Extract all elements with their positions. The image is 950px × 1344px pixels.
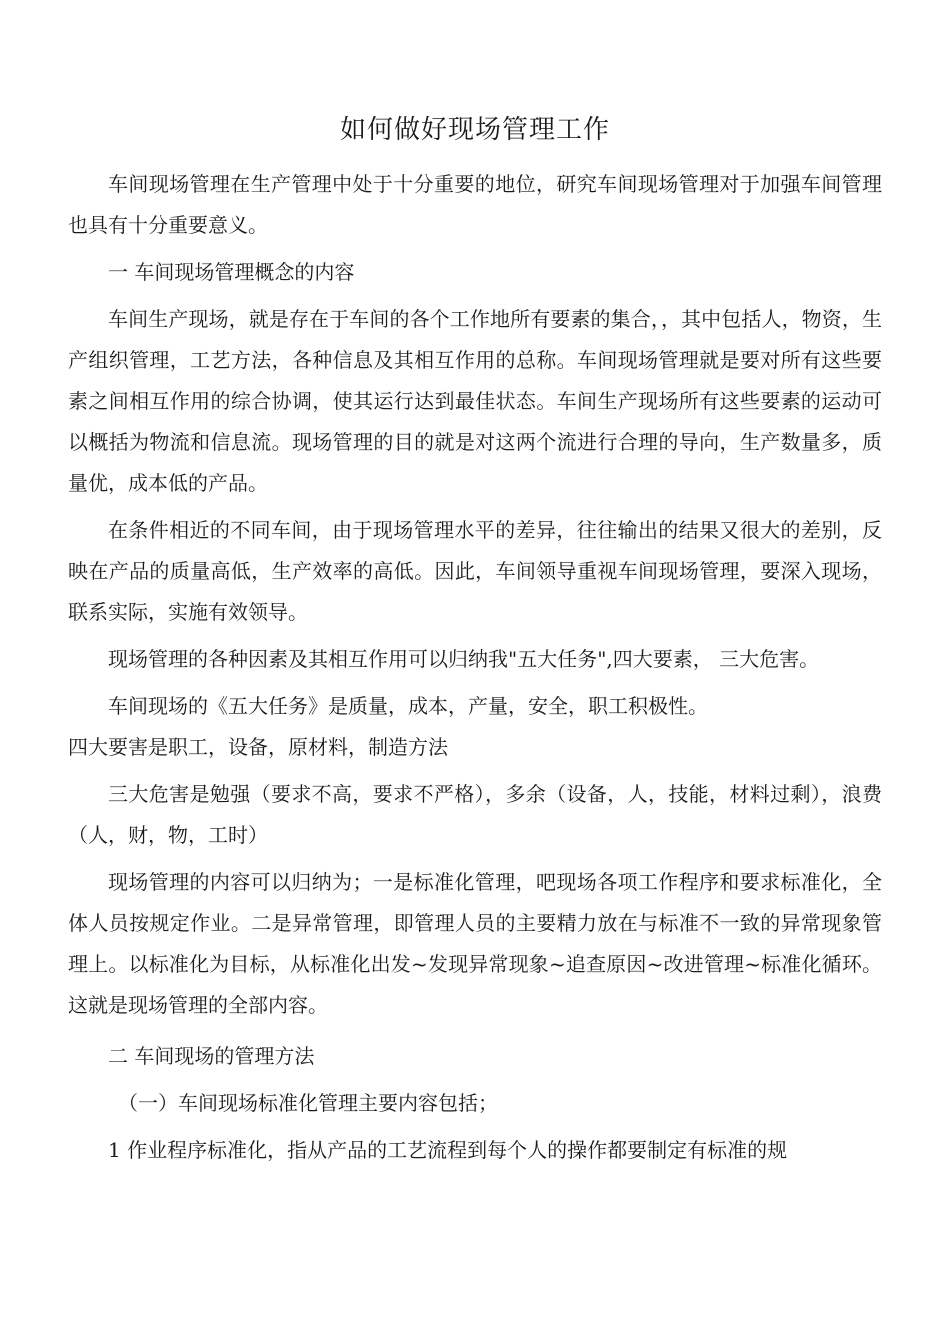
paragraph-content: 现场管理的内容可以归纳为；一是标准化管理，吧现场各项工作程序和要求标准化，全体人员按规定作业。二是异常管理，即管理人员的主要精力放在与标准不一致的异常现象管理上。以标准化为目标，从标准化出发~发现异常现象~追查原因~改进管理~标准化循环。这就是现场管理的全部内容。 <box>68 870 882 1017</box>
paragraph-concept: 车间生产现场，就是存在于车间的各个工作地所有要素的集合，，其中包括人，物资，生产组织管理，工艺方法，各种信息及其相互作用的总称。车间现场管理就是要对所有这些要素之间相互作用的综合协调，使其运行达到最佳状态。车间生产现场所有这些要素的运动可以概括为物流和信息流。现场管理的目的就是对这两个流进行合理的导向，生产数量多，质量优，成本低的产品。 <box>68 307 882 495</box>
section-heading-2: 二 车间现场的管理方法 <box>108 1044 315 1068</box>
document-title: 如何做好现场管理工作 <box>339 115 610 145</box>
paragraph-intro: 车间现场管理在生产管理中处于十分重要的地位，研究车间现场管理对于加强车间管理也具有十分重要意义。 <box>68 172 882 237</box>
paragraph-three-hazards: 三大危害是勉强（要求不高，要求不严格），多余（设备，人，技能，材料过剩），浪费（人，财，物，工时） <box>68 782 882 847</box>
paragraph-factors: 现场管理的各种因素及其相互作用可以归纳我"五大任务",四大要素， 三大危害。 <box>108 647 820 671</box>
paragraph-difference: 在条件相近的不同车间，由于现场管理水平的差异，往往输出的结果又很大的差别，反映在产品的质量高低，生产效率的高低。因此，车间领导重视车间现场管理，要深入现场，联系实际，实施有效领导。 <box>68 518 882 624</box>
paragraph-four-elements: 四大要害是职工，设备，原材料，制造方法 <box>68 735 448 759</box>
section-heading-1: 一 车间现场管理概念的内容 <box>108 260 355 284</box>
paragraph-five-tasks: 车间现场的《五大任务》是质量，成本，产量，安全，职工积极性。 <box>108 694 708 718</box>
subsection-heading-1: （一）车间现场标准化管理主要内容包括； <box>118 1091 498 1115</box>
paragraph-item-1: 1 作业程序标准化，指从产品的工艺流程到每个人的操作都要制定有标准的规 <box>108 1138 788 1162</box>
